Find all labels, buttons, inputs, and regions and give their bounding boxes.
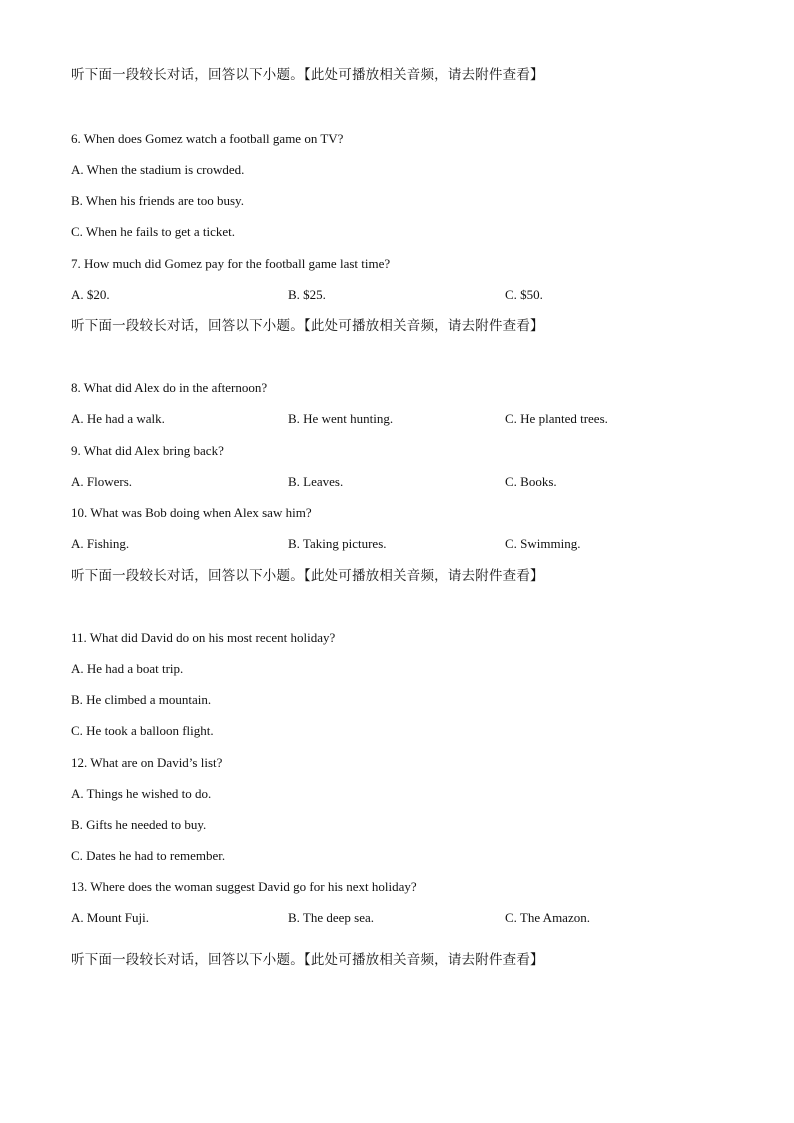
q7-option-a: A. $20.: [71, 287, 110, 302]
question-9: 9. What did Alex bring back?: [71, 443, 224, 458]
q10-option-a: A. Fishing.: [71, 536, 130, 551]
q6-option-a: A. When the stadium is crowded.: [71, 162, 245, 177]
q13-option-b: B. The deep sea.: [288, 910, 375, 925]
question-13: 13. Where does the woman suggest David go for his next holiday?: [71, 879, 417, 894]
section-instruction: 听下面一段较长对话，回答以下小题。【此处可播放相关音频，请去附件查看】: [71, 568, 544, 584]
q12-option-b: B. Gifts he needed to buy.: [71, 817, 207, 832]
question-12: 12. What are on David’s list?: [71, 755, 223, 770]
section-instruction: 听下面一段较长对话，回答以下小题。【此处可播放相关音频，请去附件查看】: [71, 952, 544, 968]
question-8: 8. What did Alex do in the afternoon?: [71, 380, 268, 395]
q11-option-b: B. He climbed a mountain.: [71, 692, 212, 707]
q8-option-a: A. He had a walk.: [71, 411, 165, 426]
q10-option-c: C. Swimming.: [505, 536, 581, 551]
section-instruction: 听下面一段较长对话，回答以下小题。【此处可播放相关音频，请去附件查看】: [71, 318, 544, 334]
question-10: 10. What was Bob doing when Alex saw him?: [71, 505, 312, 520]
question-11: 11. What did David do on his most recent holiday?: [71, 630, 336, 645]
q7-option-b: B. $25.: [288, 287, 326, 302]
q13-option-c: C. The Amazon.: [505, 910, 590, 925]
q7-option-c: C. $50.: [505, 287, 543, 302]
q12-option-c: C. Dates he had to remember.: [71, 848, 226, 863]
q9-option-a: A. Flowers.: [71, 474, 133, 489]
q6-option-b: B. When his friends are too busy.: [71, 193, 244, 208]
q6-option-c: C. When he fails to get a ticket.: [71, 224, 236, 239]
q8-option-b: B. He went hunting.: [288, 411, 394, 426]
q9-option-b: B. Leaves.: [288, 474, 344, 489]
q12-option-a: A. Things he wished to do.: [71, 786, 212, 801]
q8-option-c: C. He planted trees.: [505, 411, 608, 426]
q9-option-c: C. Books.: [505, 474, 557, 489]
q13-option-a: A. Mount Fuji.: [71, 910, 150, 925]
q11-option-c: C. He took a balloon flight.: [71, 723, 214, 738]
question-7: 7. How much did Gomez pay for the football game last time?: [71, 256, 391, 271]
question-6: 6. When does Gomez watch a football game on TV?: [71, 131, 344, 146]
q10-option-b: B. Taking pictures.: [288, 536, 387, 551]
q11-option-a: A. He had a boat trip.: [71, 661, 184, 676]
section-instruction: 听下面一段较长对话，回答以下小题。【此处可播放相关音频，请去附件查看】: [71, 67, 544, 83]
